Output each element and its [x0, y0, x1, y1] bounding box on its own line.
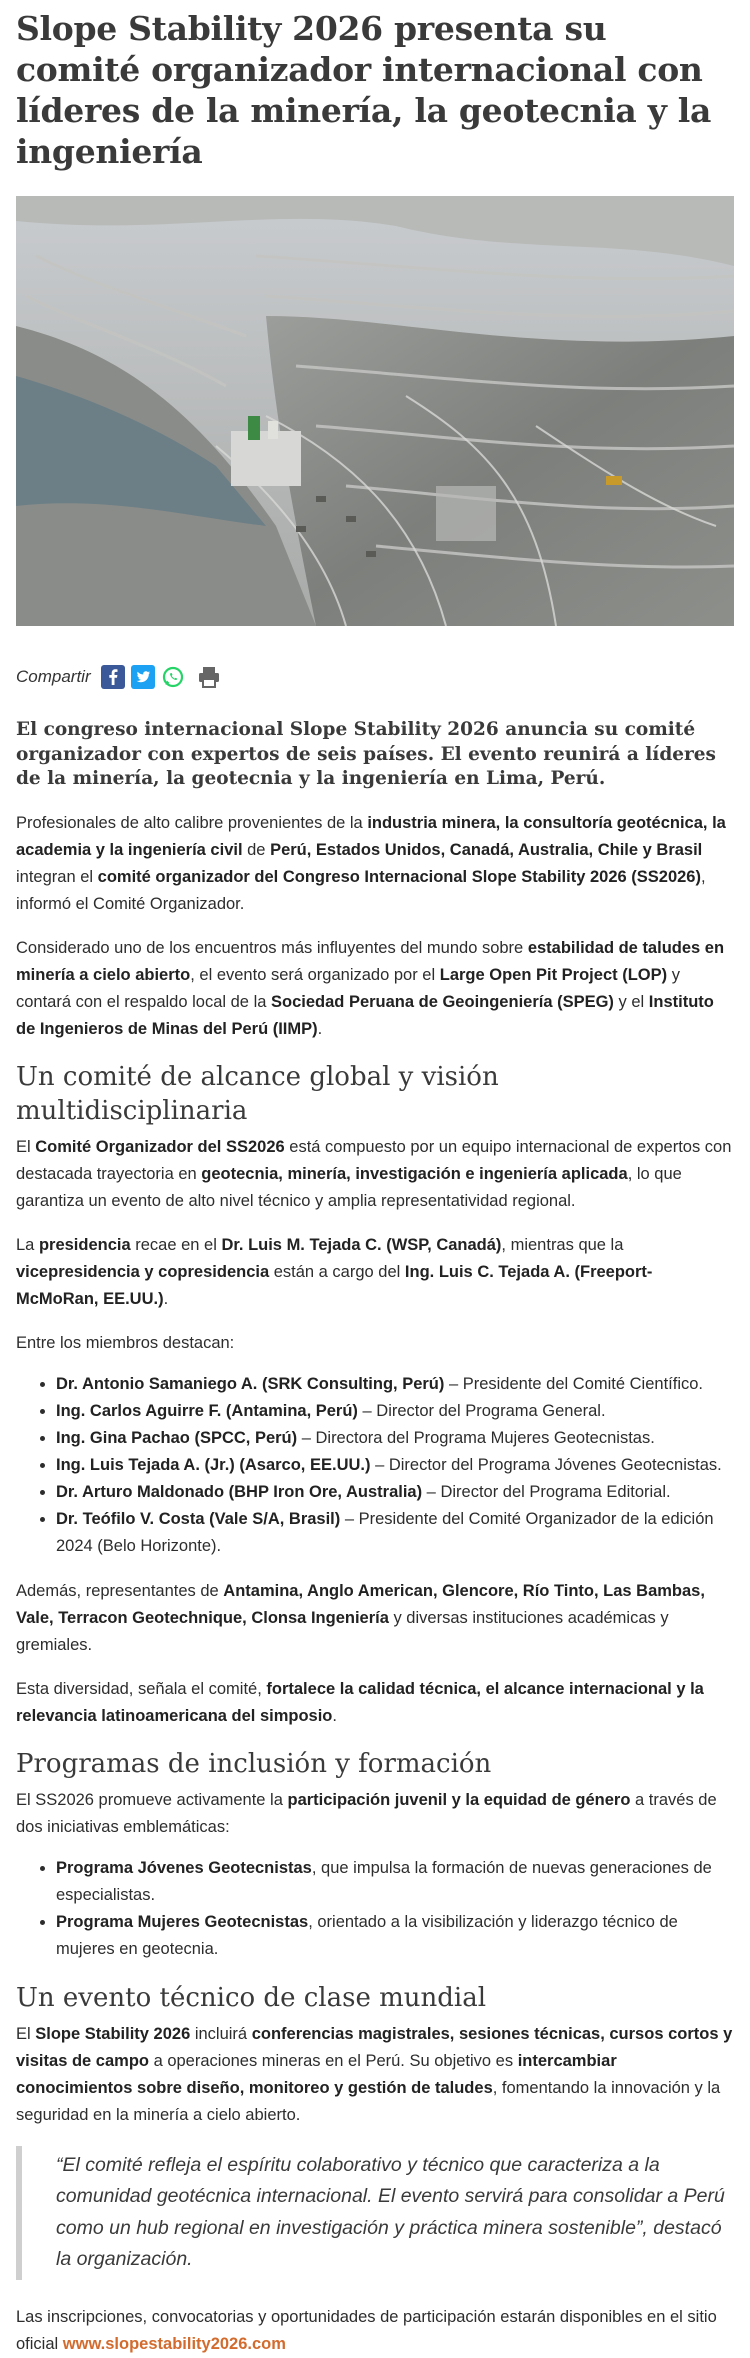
list-item: • Programa Jóvenes Geotecnistas, que impulsa la formación de nuevas generaciones de especialistas.: [56, 1855, 734, 1909]
section-heading-committee: Un comité de alcance global y visión multidisciplinaria: [16, 1061, 499, 1126]
members-list: [16, 1371, 734, 1560]
list-item: • Dr. Arturo Maldonado (BHP Iron Ore, Australia) – Director del Programa Editorial.: [56, 1479, 734, 1506]
programs-list: [16, 1855, 734, 1963]
print-icon[interactable]: [195, 665, 223, 689]
article: [0, 8, 750, 2358]
article-lead: El congreso internacional Slope Stability 2026 anuncia su comité organizador con expertos de seis países. El evento reunirá a líderes de la minería, la geotecnia y la ingeniería en Lima, Perú.: [16, 719, 716, 789]
twitter-icon[interactable]: [131, 665, 155, 689]
list-item: • Ing. Carlos Aguirre F. (Antamina, Perú) – Director del Programa General.: [56, 1398, 734, 1425]
paragraph-8: El SS2026 promueve activamente la participación juvenil y la equidad de género a través de dos iniciativas emblemáticas:: [16, 1790, 717, 1836]
paragraph-5: Entre los miembros destacan:: [16, 1333, 235, 1352]
list-item: • Ing. Luis Tejada A. (Jr.) (Asarco, EE.UU.) – Director del Programa Jóvenes Geotecnistas.: [56, 1452, 734, 1479]
list-item: • Ing. Gina Pachao (SPCC, Perú) – Directora del Programa Mujeres Geotecnistas.: [56, 1425, 734, 1452]
section-heading-event: Un evento técnico de clase mundial: [16, 1982, 487, 2013]
list-item: • Dr. Antonio Samaniego A. (SRK Consulting, Perú) – Presidente del Comité Científico.: [56, 1371, 734, 1398]
section-heading-programs: Programas de inclusión y formación: [16, 1748, 492, 1779]
facebook-icon[interactable]: [101, 665, 125, 689]
list-item: • Programa Mujeres Geotecnistas, orientado a la visibilización y liderazgo técnico de mujeres en geotecnia.: [56, 1909, 734, 1963]
paragraph-2: Considerado uno de los encuentros más influyentes del mundo sobre estabilidad de taludes en minería a cielo abierto, el evento será organizado por el Large Open Pit Project (LOP) y contará con el respaldo local de la Sociedad Peruana de Geoingeniería (SPEG) y el Instituto de Ingenieros de Minas del Perú (IIMP).: [16, 938, 725, 1038]
paragraph-1: Profesionales de alto calibre provenientes de la industria minera, la consultoría geotécnica, la academia y la ingeniería civil de Perú, Estados Unidos, Canadá, Australia, Chile y Brasil integran el comité organizador del Congreso Internacional Slope Stability 2026 (SS2026), informó el Comité Organizador.: [16, 813, 726, 913]
paragraph-3: El Comité Organizador del SS2026 está compuesto por un equipo internacional de expertos con destacada trayectoria en geotecnia, minería, investigación e ingeniería aplicada, lo que garantiza un evento de alto nivel técnico y amplia representatividad regional.: [16, 1137, 732, 1210]
paragraph-4: La presidencia recae en el Dr. Luis M. Tejada C. (WSP, Canadá), mientras que la vicepresidencia y copresidencia están a cargo del Ing. Luis C. Tejada A. (Freeport-McMoRan, EE.UU.).: [16, 1235, 653, 1308]
quote-text: “El comité refleja el espíritu colaborativo y técnico que caracteriza a la comunidad geotécnica internacional. El evento servirá para consolidar a Perú como un hub regional en investigación y práctica minera sostenible”, destacó la organización.: [56, 2153, 725, 2270]
paragraph-9: El Slope Stability 2026 incluirá conferencias magistrales, sesiones técnicas, cursos cortos y visitas de campo a operaciones mineras en el Perú. Su objetivo es intercambiar conocimientos sobre diseño, monitoreo y gestión de taludes, fomentando la innovación y la seguridad en la minería a cielo abierto.: [16, 2024, 733, 2124]
list-item: • Dr. Teófilo V. Costa (Vale S/A, Brasil) – Presidente del Comité Organizador de la edición 2024 (Belo Horizonte).: [56, 1506, 734, 1560]
closing-paragraph: Las inscripciones, convocatorias y oportunidades de participación estarán disponibles en el sitio oficial www.slopestability2026.com: [16, 2307, 717, 2353]
share-label: Compartir: [16, 667, 91, 686]
whatsapp-icon[interactable]: [161, 665, 185, 689]
pull-quote: [16, 2146, 734, 2280]
article-title: Slope Stability 2026 presenta su comité organizador internacional con líderes de la minería, la geotecnia y la ingeniería: [16, 9, 712, 171]
official-site-link[interactable]: www.slopestability2026.com: [62, 2334, 286, 2353]
paragraph-7: Esta diversidad, señala el comité, fortalece la calidad técnica, el alcance internacional y la relevancia latinoamericana del simposio.: [16, 1679, 704, 1725]
hero-image-open-pit-mine: [16, 196, 734, 626]
share-bar: [16, 662, 734, 692]
paragraph-6: Además, representantes de Antamina, Anglo American, Glencore, Río Tinto, Las Bambas, Vale, Terracon Geotechnique, Clonsa Ingeniería y diversas instituciones académicas y gremiales.: [16, 1581, 705, 1654]
